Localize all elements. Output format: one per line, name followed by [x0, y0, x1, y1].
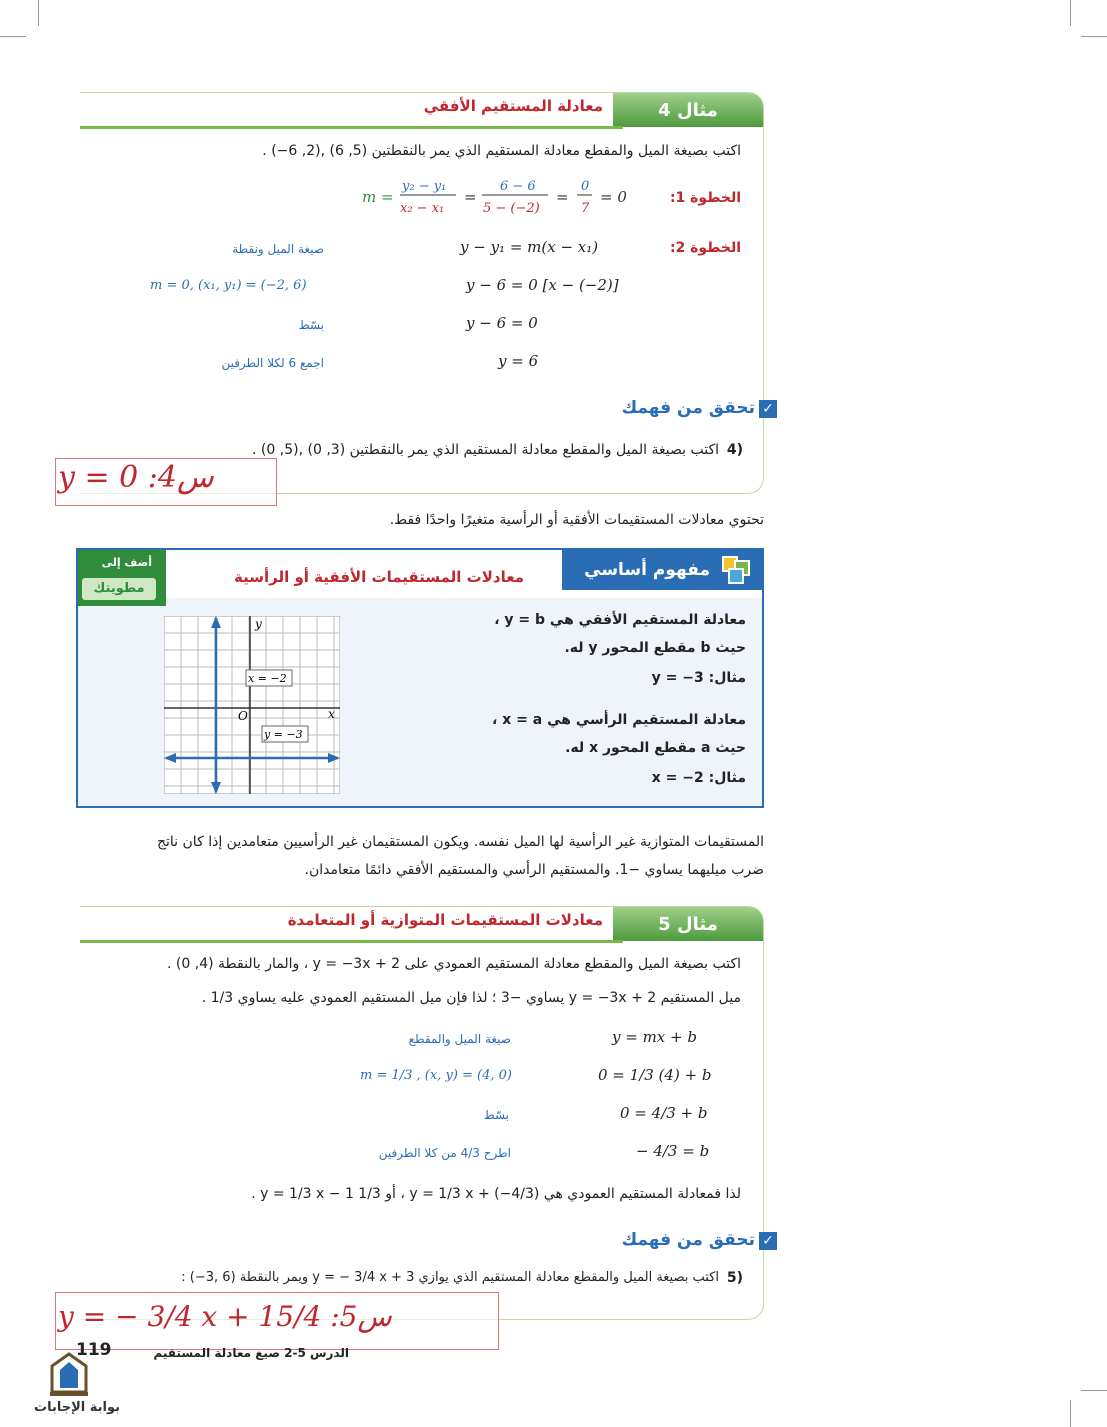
svg-text:=: =	[464, 188, 477, 206]
ex4-row-4-note: اجمع 6 لكلا الطرفين	[221, 356, 324, 370]
ex4-row-1-note: صيغة الميل ونقطة	[232, 242, 324, 256]
ex4-row-2-note: m = 0, (x₁, y₁) = (−2, 6)	[150, 278, 307, 293]
example-4-title: معادلة المستقيم الأفقي	[423, 97, 603, 115]
ex4-row-1-eq: y − y₁ = m(x − x₁)	[460, 238, 599, 256]
ex4-row-2-eq: y − 6 = 0 [x − (−2)]	[466, 276, 619, 294]
ex5-row-4-eq: − 4/3 = b	[636, 1142, 710, 1160]
crop-mark	[1070, 0, 1071, 26]
vertical-example: مثال: x = −2	[651, 770, 746, 786]
example-5-prompt: اكتب بصيغة الميل والمقطع معادلة المستقيم العمودي على y = −3x + 2 ، والمار بالنقطة (4, 0) .	[166, 956, 741, 972]
intro-line: تحتوي معادلات المستقيمات الأفقية أو الرأسية متغيرًا واحدًا فقط.	[389, 512, 764, 528]
check-title: تحقق من فهمك	[621, 398, 755, 418]
key-concept-box	[76, 548, 764, 808]
fold-top-label: أضف إلى	[101, 556, 152, 569]
svg-text:y₂ − y₁: y₂ − y₁	[402, 179, 447, 194]
check-understanding-5	[622, 1230, 777, 1250]
check-understanding-4	[622, 398, 777, 418]
svg-text:6 − 6: 6 − 6	[500, 179, 536, 194]
horizontal-line-def-2: حيث b مقطع المحور y له.	[564, 640, 746, 656]
concept-icon	[722, 556, 752, 584]
exercise-5-number: 5)	[726, 1270, 743, 1286]
concept-title: معادلات المستقيمات الأفقية أو الرأسية	[234, 568, 524, 586]
exercise-4-text: اكتب بصيغة الميل والمقطع معادلة المستقيم الذي يمر بالنقطتين (3, 0) ,(5, 0) .	[252, 442, 719, 458]
ex4-row-4-eq: y = 6	[498, 352, 539, 370]
check-icon: ✓	[759, 400, 777, 418]
x-axis-label: x	[328, 707, 335, 721]
slope-formula	[362, 178, 642, 218]
crop-mark	[1081, 36, 1107, 37]
exercise-4-number: 4)	[726, 442, 743, 458]
ex5-row-3-eq: 0 = 4/3 + b	[620, 1104, 708, 1122]
example-5-conclusion: لذا فمعادلة المستقيم العمودي هي y = 1/3 x + (−4/3) ، أو y = 1/3 x − 1 1/3 .	[251, 1186, 741, 1202]
svg-text:0: 0	[581, 179, 590, 194]
step-2-label: الخطوة 2:	[669, 240, 741, 256]
ex4-row-3-note: بسّط	[298, 318, 324, 332]
origin-label: O	[238, 709, 248, 723]
step-1-label: الخطوة 1:	[669, 190, 741, 206]
ex5-row-1-note: صيغة الميل والمقطع	[408, 1032, 511, 1046]
exercise-5-text: اكتب بصيغة الميل والمقطع معادلة المستقيم الذي يوازي y = − 3/4 x + 3 ويمر بالنقطة (6 ,3−) :	[181, 1270, 719, 1285]
crop-mark	[1081, 1390, 1107, 1391]
foldable-badge	[78, 550, 166, 606]
ex5-row-1-eq: y = mx + b	[612, 1028, 697, 1046]
vertical-line-label: x = −2	[248, 672, 287, 685]
crop-mark	[1070, 1400, 1071, 1427]
y-axis-label: y	[255, 617, 262, 631]
answer-5: y = − 3/4 x + 15/4 :5س	[58, 1300, 392, 1333]
svg-text:5 − (−2): 5 − (−2)	[483, 201, 540, 216]
crop-mark	[38, 0, 39, 26]
fold-bottom-label: مطويتك	[82, 578, 156, 600]
coordinate-graph	[164, 616, 340, 794]
horizontal-line-label: y = −3	[264, 728, 303, 741]
lesson-footer: الدرس 5-2 صيغ معادلة المستقيم	[153, 1346, 349, 1360]
svg-text:= 0: = 0	[600, 188, 627, 206]
vertical-line-def: معادلة المستقيم الرأسي هي x = a ،	[492, 712, 746, 728]
svg-text:x₂ − x₁: x₂ − x₁	[400, 201, 445, 216]
example-4-header	[80, 93, 763, 125]
svg-text:m =: m =	[362, 188, 394, 206]
ex4-row-3-eq: y − 6 = 0	[466, 314, 538, 332]
example-5-line-2: ميل المستقيم y = −3x + 2 يساوي −3 ؛ لذا فإن ميل المستقيم العمودي عليه يساوي 1/3 .	[201, 990, 741, 1006]
horizontal-example: مثال: y = −3	[651, 670, 746, 686]
paragraph-line-2: ضرب ميليهما يساوي −1. والمستقيم الرأسي والمستقيم الأفقي دائمًا متعامدان.	[304, 862, 764, 878]
page-number: 119	[76, 1340, 112, 1360]
example-5-header	[80, 907, 763, 939]
ex5-row-4-note: اطرح 4/3 من كلا الطرفين	[378, 1146, 511, 1160]
example-4-tab: مثال 4	[613, 93, 763, 127]
ex5-row-2-note: m = 1/3 , (x, y) = (4, 0)	[360, 1068, 512, 1083]
paragraph-line-1: المستقيمات المتوازية غير الرأسية لها الميل نفسه. ويكون المستقيمان غير الرأسيين متعامدين إذا كان ناتج	[156, 834, 764, 850]
vertical-line-def-2: حيث a مقطع المحور x له.	[565, 740, 746, 756]
header-divider	[80, 940, 623, 943]
site-logo-icon	[48, 1352, 90, 1398]
svg-text:=: =	[556, 188, 569, 206]
horizontal-line-def: معادلة المستقيم الأفقي هي y = b ،	[494, 612, 746, 628]
svg-text:7: 7	[581, 201, 590, 216]
step-1-equation	[362, 178, 642, 222]
example-4-prompt: اكتب بصيغة الميل والمقطع معادلة المستقيم الذي يمر بالنقطتين (5, 6) ,(2, 6−) .	[262, 143, 741, 159]
check-title: تحقق من فهمك	[621, 1230, 755, 1250]
ex5-row-2-eq: 0 = 1/3 (4) + b	[598, 1066, 712, 1084]
concept-header	[78, 550, 762, 598]
site-logo-text: بوابة الإجابات	[34, 1400, 120, 1415]
concept-header-label: مفهوم أساسي	[584, 560, 710, 580]
example-5-tab: مثال 5	[613, 907, 763, 941]
answer-4: y = 0 :4س	[58, 460, 214, 495]
ex5-row-3-note: بسّط	[483, 1108, 509, 1122]
header-divider	[80, 126, 623, 129]
crop-mark	[0, 36, 26, 37]
check-icon: ✓	[759, 1232, 777, 1250]
example-5-title: معادلات المستقيمات المتوازية أو المتعامدة	[287, 911, 603, 929]
